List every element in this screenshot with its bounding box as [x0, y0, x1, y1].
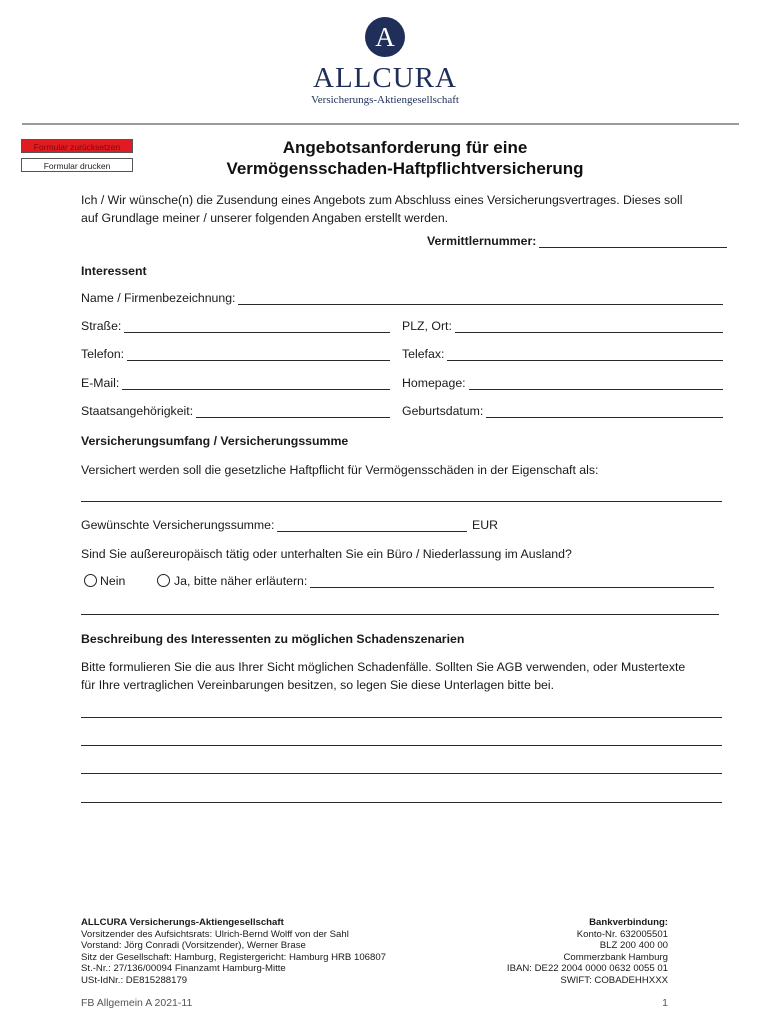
scenario-line[interactable] [81, 745, 722, 746]
broker-number-row [427, 234, 727, 248]
company-logo-emblem [365, 17, 405, 57]
footer-blz: BLZ 200 400 00 [599, 940, 668, 951]
no-label: Nein [100, 574, 126, 588]
footer-account-number: Konto-Nr. 632005501 [576, 928, 668, 940]
reset-form-button[interactable]: Formular zurücksetzen [21, 139, 133, 153]
abroad-question: Sind Sie außereuropäisch tätig oder unterhalten Sie ein Büro / Niederlassung im Ausland? [81, 547, 572, 561]
interessent-heading: Interessent [81, 264, 147, 278]
description-text [81, 658, 741, 694]
yes-explain-field[interactable] [310, 576, 714, 588]
nationality-field[interactable] [196, 406, 390, 418]
footer-board-chair: Vorsitzender des Aufsichtsrats: Ulrich-Bernd Wolff von der Sahl [81, 928, 349, 940]
description-line-2: für Ihre vertraglichen Vereinbarungen besitzen, so legen Sie diese Unterlagen bitte bei. [81, 678, 555, 692]
scenario-line[interactable] [81, 717, 722, 718]
intro-line-1: Ich / Wir wünsche(n) die Zusendung eines Angebots zum Abschluss eines Versicherungsvertrages. Dieses soll [81, 193, 683, 207]
name-field[interactable] [238, 293, 723, 305]
footer-company-name: ALLCURA Versicherungs-Aktiengesellschaft [81, 917, 284, 928]
page-title [160, 137, 650, 179]
header-divider [22, 123, 739, 125]
email-label: E-Mail: [81, 376, 120, 390]
footer-company-info [81, 917, 481, 986]
birthdate-label: Geburtsdatum: [402, 404, 484, 418]
street-field[interactable] [124, 321, 390, 333]
homepage-label: Homepage: [402, 376, 466, 390]
plz-field[interactable] [455, 321, 723, 333]
insurance-sum-row [81, 518, 467, 532]
nationality-row [81, 404, 390, 418]
coverage-heading: Versicherungsumfang / Versicherungssumme [81, 434, 349, 448]
plz-row [402, 319, 723, 333]
name-row [81, 291, 723, 305]
street-row [81, 319, 390, 333]
coverage-text: Versichert werden soll die gesetzliche Haftpflicht für Vermögensschäden in der Eigenschaft als: [81, 463, 599, 477]
yes-explain-row [174, 574, 714, 588]
footer-bank-heading: Bankverbindung: [589, 917, 668, 928]
print-form-button[interactable]: Formular drucken [21, 158, 133, 172]
plz-label: PLZ, Ort: [402, 319, 452, 333]
scenario-line[interactable] [81, 802, 722, 803]
nationality-label: Staatsangehörigkeit: [81, 404, 194, 418]
birthdate-row [402, 404, 723, 418]
phone-field[interactable] [127, 349, 390, 361]
footer-registered-seat: Sitz der Gesellschaft: Hamburg, Registergericht: Hamburg HRB 106807 [81, 951, 387, 963]
scenario-line[interactable] [81, 773, 722, 774]
title-line-1: Angebotsanforderung für eine [282, 138, 528, 157]
yes-label: Ja, bitte näher erläutern: [174, 574, 308, 588]
footer-bank-info [440, 917, 668, 986]
form-code: FB Allgemein A 2021-11 [81, 997, 193, 1009]
fax-label: Telefax: [402, 347, 445, 361]
logo-letter: A [375, 21, 395, 52]
description-line-1: Bitte formulieren Sie die aus Ihrer Sicht möglichen Schadenfälle. Sollten Sie AGB verwenden, oder Mustertexte [81, 660, 686, 674]
footer-iban: IBAN: DE22 2004 0000 0632 0055 01 [506, 963, 668, 974]
insurance-sum-field[interactable] [277, 520, 467, 532]
broker-number-label: Vermittlernummer: [427, 234, 537, 248]
abroad-explain-line[interactable] [81, 614, 719, 615]
phone-label: Telefon: [81, 347, 125, 361]
title-line-2: Vermögensschaden-Haftpflichtversicherung [226, 159, 584, 178]
homepage-row [402, 376, 723, 390]
birthdate-field[interactable] [486, 406, 723, 418]
fax-row [402, 347, 723, 361]
email-row [81, 376, 390, 390]
street-label: Straße: [81, 319, 122, 333]
company-logo-subtitle: Versicherungs-Aktiengesellschaft [311, 94, 459, 106]
homepage-field[interactable] [469, 378, 723, 390]
footer-bank-name: Commerzbank Hamburg [563, 951, 668, 963]
company-logo-name: ALLCURA [313, 62, 457, 94]
page-number: 1 [662, 997, 668, 1009]
no-radio[interactable] [84, 574, 97, 587]
intro-line-2: auf Grundlage meiner / unserer folgenden Angaben erstellt werden. [81, 211, 449, 225]
broker-number-field[interactable] [539, 236, 727, 248]
insurance-sum-label: Gewünschte Versicherungssumme: [81, 518, 275, 532]
capacity-field[interactable] [81, 501, 722, 502]
description-heading: Beschreibung des Interessenten zu möglichen Schadenszenarien [81, 632, 465, 646]
footer-executive-board: Vorstand: Jörg Conradi (Vorsitzender), Werner Brase [81, 940, 306, 951]
email-field[interactable] [122, 378, 390, 390]
footer-swift: SWIFT: COBADEHHXXX [560, 974, 668, 986]
fax-field[interactable] [447, 349, 723, 361]
footer-tax-number: St.-Nr.: 27/136/00094 Finanzamt Hamburg-Mitte [81, 963, 286, 974]
yes-radio[interactable] [157, 574, 170, 587]
phone-row [81, 347, 390, 361]
footer-vat-id: USt-IdNr.: DE815288179 [81, 974, 188, 986]
intro-text [81, 191, 741, 227]
name-label: Name / Firmenbezeichnung: [81, 291, 236, 305]
currency-label: EUR [472, 518, 498, 532]
